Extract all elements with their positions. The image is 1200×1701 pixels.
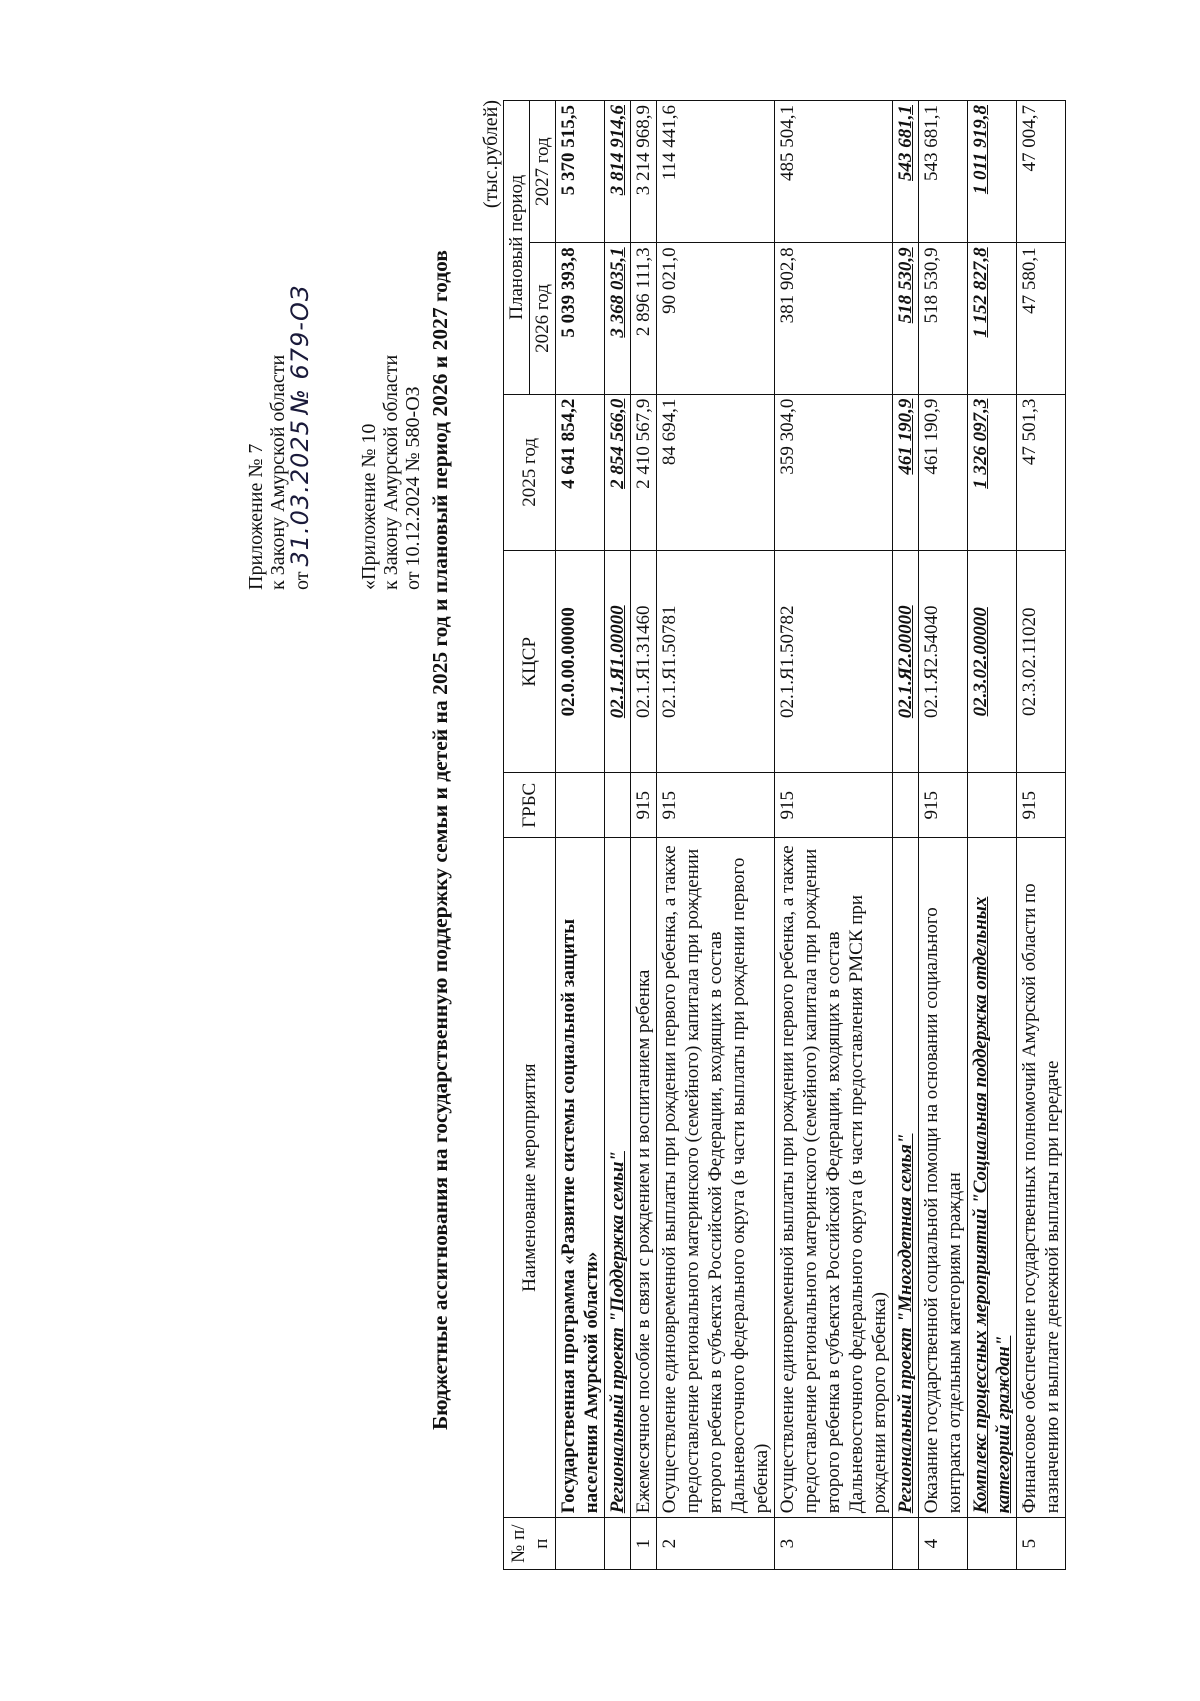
row-kcsr: 02.1.Я2.54040 — [919, 551, 968, 773]
col-plan-header: Плановый период — [504, 101, 530, 395]
previous-appendix-number: «Приложение № 10 — [358, 423, 380, 590]
document-page — [245, 80, 1165, 1600]
previous-appendix-header — [358, 110, 424, 590]
row-2027: 5 370 515,5 — [556, 101, 605, 243]
row-grbs: 915 — [775, 773, 893, 838]
table-row — [605, 101, 631, 1570]
row-name: Осуществление единовременной выплаты при рождении первого ребенка, а также предоставление регионального материнского (семейного) капитала при рождении второго ребенка в субъектах Российской Федерации, входящих в состав Дальневосточного федерального округа (в части выплаты при рождении первого ребенка) — [657, 838, 775, 1518]
appendix-law: к Закону Амурской области — [267, 354, 289, 590]
row-grbs — [893, 773, 919, 838]
row-kcsr: 02.1.Я1.00000 — [605, 551, 631, 773]
table-row — [968, 101, 1017, 1570]
appendix-number: Приложение № 7 — [245, 443, 267, 590]
row-grbs — [605, 773, 631, 838]
row-num — [556, 1518, 605, 1570]
handwritten-number: № 679-ОЗ — [286, 284, 314, 415]
row-2026: 90 021,0 — [657, 243, 775, 394]
row-2025: 359 304,0 — [775, 394, 893, 550]
date-prefix: от — [291, 571, 313, 590]
row-2027: 543 681,1 — [893, 101, 919, 243]
row-kcsr: 02.1.Я1.50782 — [775, 551, 893, 773]
row-2027: 485 504,1 — [775, 101, 893, 243]
col-2026-header: 2026 год — [530, 243, 556, 394]
table-row — [775, 101, 893, 1570]
row-name — [893, 838, 919, 1518]
col-num-header: № п/п — [504, 1518, 556, 1570]
budget-table — [503, 100, 1066, 1570]
table-row — [631, 101, 657, 1570]
previous-appendix-date: от 10.12.2024 № 580-ОЗ — [402, 386, 424, 590]
row-grbs: 915 — [631, 773, 657, 838]
col-kcsr-header: КЦСР — [504, 551, 556, 773]
row-name — [605, 838, 631, 1518]
row-num: 1 — [631, 1518, 657, 1570]
row-kcsr: 02.3.02.00000 — [968, 551, 1017, 773]
row-2025: 2 410 567,9 — [631, 394, 657, 550]
table-row — [556, 101, 605, 1570]
row-grbs — [968, 773, 1017, 838]
row-name — [968, 838, 1017, 1518]
row-2026: 518 530,9 — [919, 243, 968, 394]
previous-appendix-law: к Закону Амурской области — [380, 354, 402, 590]
appendix-header — [245, 110, 313, 590]
row-name: Оказание государственной социальной помощи на основании социального контракта отдельным категориям граждан — [919, 838, 968, 1518]
row-2027: 114 441,6 — [657, 101, 775, 243]
row-num: 5 — [1017, 1518, 1066, 1570]
row-2026: 1 152 827,8 — [968, 243, 1017, 394]
handwritten-date: 31.03.2025 — [286, 419, 314, 567]
table-row — [919, 101, 968, 1570]
row-num: 4 — [919, 1518, 968, 1570]
table-row — [657, 101, 775, 1570]
row-2025: 461 190,9 — [919, 394, 968, 550]
row-kcsr: 02.1.Я1.50781 — [657, 551, 775, 773]
row-2026: 5 039 393,8 — [556, 243, 605, 394]
row-2027: 47 004,7 — [1017, 101, 1066, 243]
row-2025: 47 501,3 — [1017, 394, 1066, 550]
row-2025: 84 694,1 — [657, 394, 775, 550]
row-num: 3 — [775, 1518, 893, 1570]
row-kcsr: 02.1.Я2.00000 — [893, 551, 919, 773]
row-kcsr: 02.1.Я1.31460 — [631, 551, 657, 773]
col-name-header: Наименование мероприятия — [504, 838, 556, 1518]
row-grbs — [556, 773, 605, 838]
row-name-text: Региональный проект "Многодетная семья" — [895, 1133, 916, 1514]
appendix-date-line — [286, 110, 314, 590]
units-label: (тыс.рублей) — [480, 100, 502, 209]
row-name-text: Комплекс процессных мероприятий "Социальная поддержка отдельных категорий граждан" — [970, 896, 1014, 1514]
row-num — [605, 1518, 631, 1570]
table-row — [1017, 101, 1066, 1570]
row-2026: 3 368 035,1 — [605, 243, 631, 394]
row-2027: 1 011 919,8 — [968, 101, 1017, 243]
row-kcsr: 02.3.02.11020 — [1017, 551, 1066, 773]
row-grbs: 915 — [919, 773, 968, 838]
table-row — [893, 101, 919, 1570]
row-2027: 3 814 914,6 — [605, 101, 631, 243]
col-2025-header: 2025 год — [504, 394, 556, 550]
row-name: Ежемесячное пособие в связи с рождением и воспитанием ребенка — [631, 838, 657, 1518]
row-grbs: 915 — [1017, 773, 1066, 838]
col-grbs-header: ГРБС — [504, 773, 556, 838]
row-grbs: 915 — [657, 773, 775, 838]
row-num — [893, 1518, 919, 1570]
row-2025: 2 854 566,0 — [605, 394, 631, 550]
row-2026: 518 530,9 — [893, 243, 919, 394]
row-2025: 4 641 854,2 — [556, 394, 605, 550]
document-title: Бюджетные ассигнования на государственную поддержку семьи и детей на 2025 год и плановый период 2026 и 2027 годов — [428, 249, 452, 1431]
row-2027: 3 214 968,9 — [631, 101, 657, 243]
row-kcsr: 02.0.00.00000 — [556, 551, 605, 773]
row-name: Финансовое обеспечение государственных полномочий Амурской области по назначению и выплате денежной выплаты при передаче — [1017, 838, 1066, 1518]
row-name: Государственная программа «Развитие системы социальной защиты населения Амурской области» — [556, 838, 605, 1518]
row-2026: 381 902,8 — [775, 243, 893, 394]
row-name: Осуществление единовременной выплаты при рождении первого ребенка, а также предоставление регионального материнского (семейного) капитала при рождении второго ребенка в субъектах Российской Федерации, входящих в состав Дальневосточного федерального округа (в части предоставления РМСК при рождении второго ребенка) — [775, 838, 893, 1518]
col-2027-header: 2027 год — [530, 101, 556, 243]
table-header-row — [504, 101, 530, 1570]
row-num — [968, 1518, 1017, 1570]
row-2026: 2 896 111,3 — [631, 243, 657, 394]
row-name-text: Региональный проект "Поддержка семьи" — [607, 1151, 628, 1514]
row-num: 2 — [657, 1518, 775, 1570]
row-2027: 543 681,1 — [919, 101, 968, 243]
row-2025: 461 190,9 — [893, 394, 919, 550]
row-2026: 47 580,1 — [1017, 243, 1066, 394]
row-2025: 1 326 097,3 — [968, 394, 1017, 550]
